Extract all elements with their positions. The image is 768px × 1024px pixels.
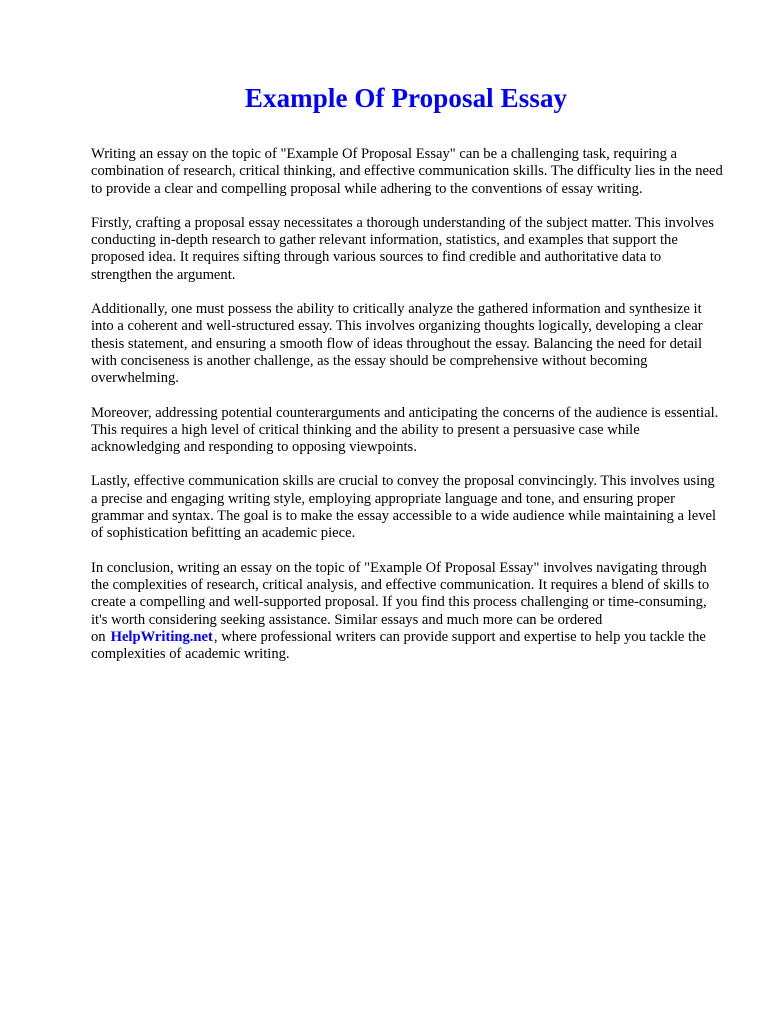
conclusion-text-end: , where professional writers can provide support and expertise to help you tackle the complexities of academic writing. (91, 628, 706, 663)
helpwriting-link[interactable]: HelpWriting.net (110, 628, 213, 645)
paragraph-research: Firstly, crafting a proposal essay necessitates a thorough understanding of the subject matter. This involves conducting in-depth research to gather relevant information, statistics, and examples that support the proposed idea. It requires sifting through various sources to find credible and authoritative data to strengthen the argument. (91, 214, 714, 283)
paragraph-intro: Writing an essay on the topic of "Example Of Proposal Essay" can be a challenging task, requiring a combination of research, critical thinking, and effective communication skills. The difficulty lies in the need to provide a clear and compelling proposal while adhering to the conventions of essay writing. (91, 146, 723, 197)
paragraph-counterarguments: Moreover, addressing potential counterarguments and anticipating the concerns of the audience is essential. This requires a high level of critical thinking and the ability to present a persuasive case while acknowledging and responding to opposing viewpoints. (91, 404, 719, 456)
document-title: Example Of Proposal Essay (244, 83, 568, 113)
paragraph-conclusion (91, 560, 723, 664)
document-body (91, 146, 723, 680)
conclusion-text: In conclusion, writing an essay on the topic of "Example Of Proposal Essay" involves navigating through the complexities of research, critical analysis, and effective communication. It requires a blend of skills to create a compelling and well-supported proposal. If you find this process challenging or time-consuming, it's worth considering seeking assistance. Similar essays and much more can be ordered on (91, 559, 710, 645)
paragraph-analysis: Additionally, one must possess the ability to critically analyze the gathered information and synthesize it into a coherent and well-structured essay. This involves organizing thoughts logically, developing a clear thesis statement, and ensuring a smooth flow of ideas throughout the essay. Balancing the need for detail with conciseness is another challenge, as the essay should be comprehensive without becoming overwhelming. (91, 301, 703, 387)
paragraph-communication: Lastly, effective communication skills are crucial to convey the proposal convincingly. This involves using a precise and engaging writing style, employing appropriate language and tone, and ensuring proper grammar and syntax. The goal is to make the essay accessible to a wide audience while maintaining a level of sophistication befitting an academic piece. (91, 473, 717, 542)
